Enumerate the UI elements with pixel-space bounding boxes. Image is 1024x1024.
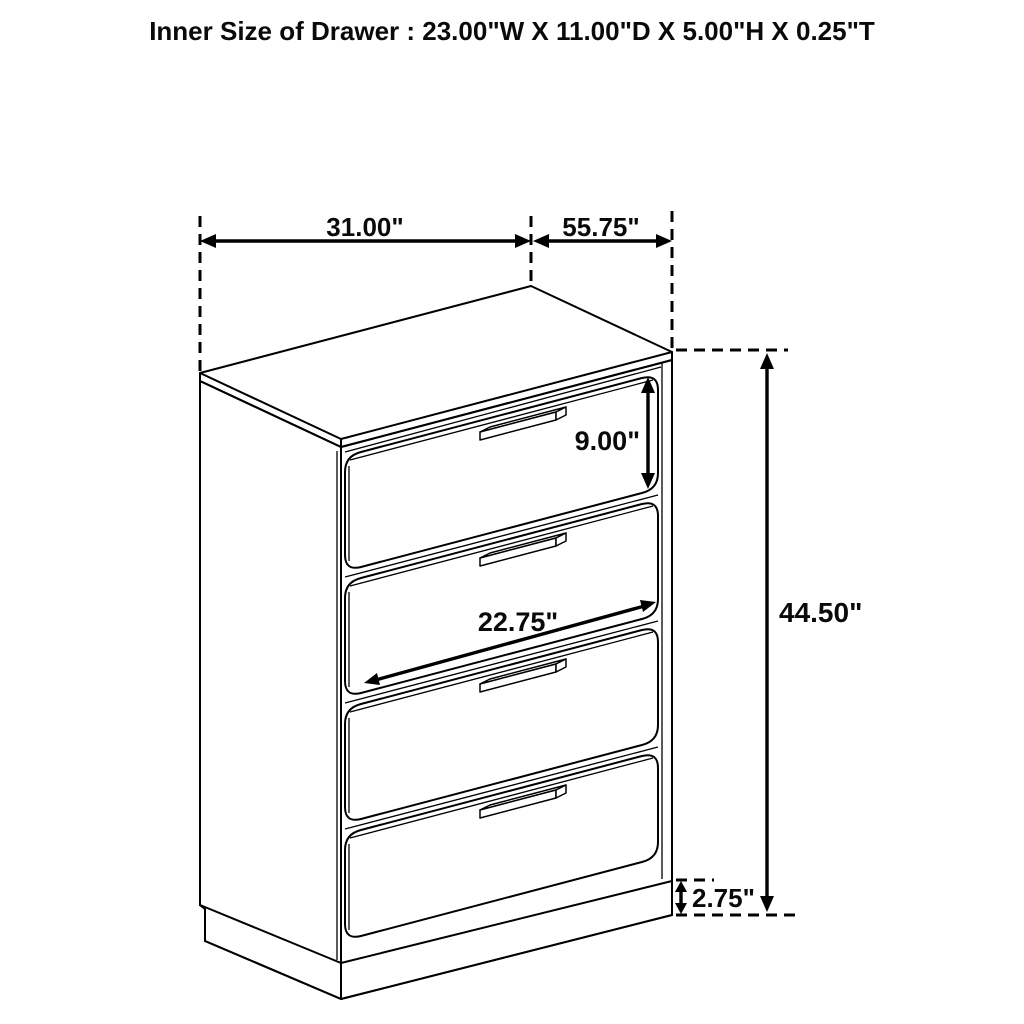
diagram-title: Inner Size of Drawer : 23.00"W X 11.00"D X 5.00"H X 0.25"T	[149, 16, 875, 46]
cabinet-drawing	[200, 286, 672, 999]
dimension-label-top-depth: 55.75"	[562, 212, 640, 242]
dimension-overall-height	[760, 353, 862, 912]
drawer-fronts	[345, 377, 658, 937]
arrowhead-left	[200, 234, 216, 248]
plinth-step	[200, 905, 205, 941]
dimension-top-width	[200, 212, 531, 248]
arrowhead-up	[760, 353, 774, 369]
arrowhead-down	[675, 903, 687, 914]
arrowhead-left	[533, 234, 549, 248]
arrowhead-up	[675, 881, 687, 892]
dimension-label-drawer-height: 9.00"	[574, 426, 640, 456]
arrowhead-down	[760, 896, 774, 912]
dimension-base-height	[675, 881, 755, 914]
arrowhead-right	[515, 234, 531, 248]
dimension-label-base-height: 2.75"	[692, 883, 755, 913]
dimension-label-drawer-width: 22.75"	[477, 607, 559, 637]
dimension-label-overall-height: 44.50"	[779, 597, 863, 628]
dimension-top-depth	[533, 212, 672, 248]
dimension-label-top-width: 31.00"	[326, 212, 404, 242]
arrowhead-right	[656, 234, 672, 248]
